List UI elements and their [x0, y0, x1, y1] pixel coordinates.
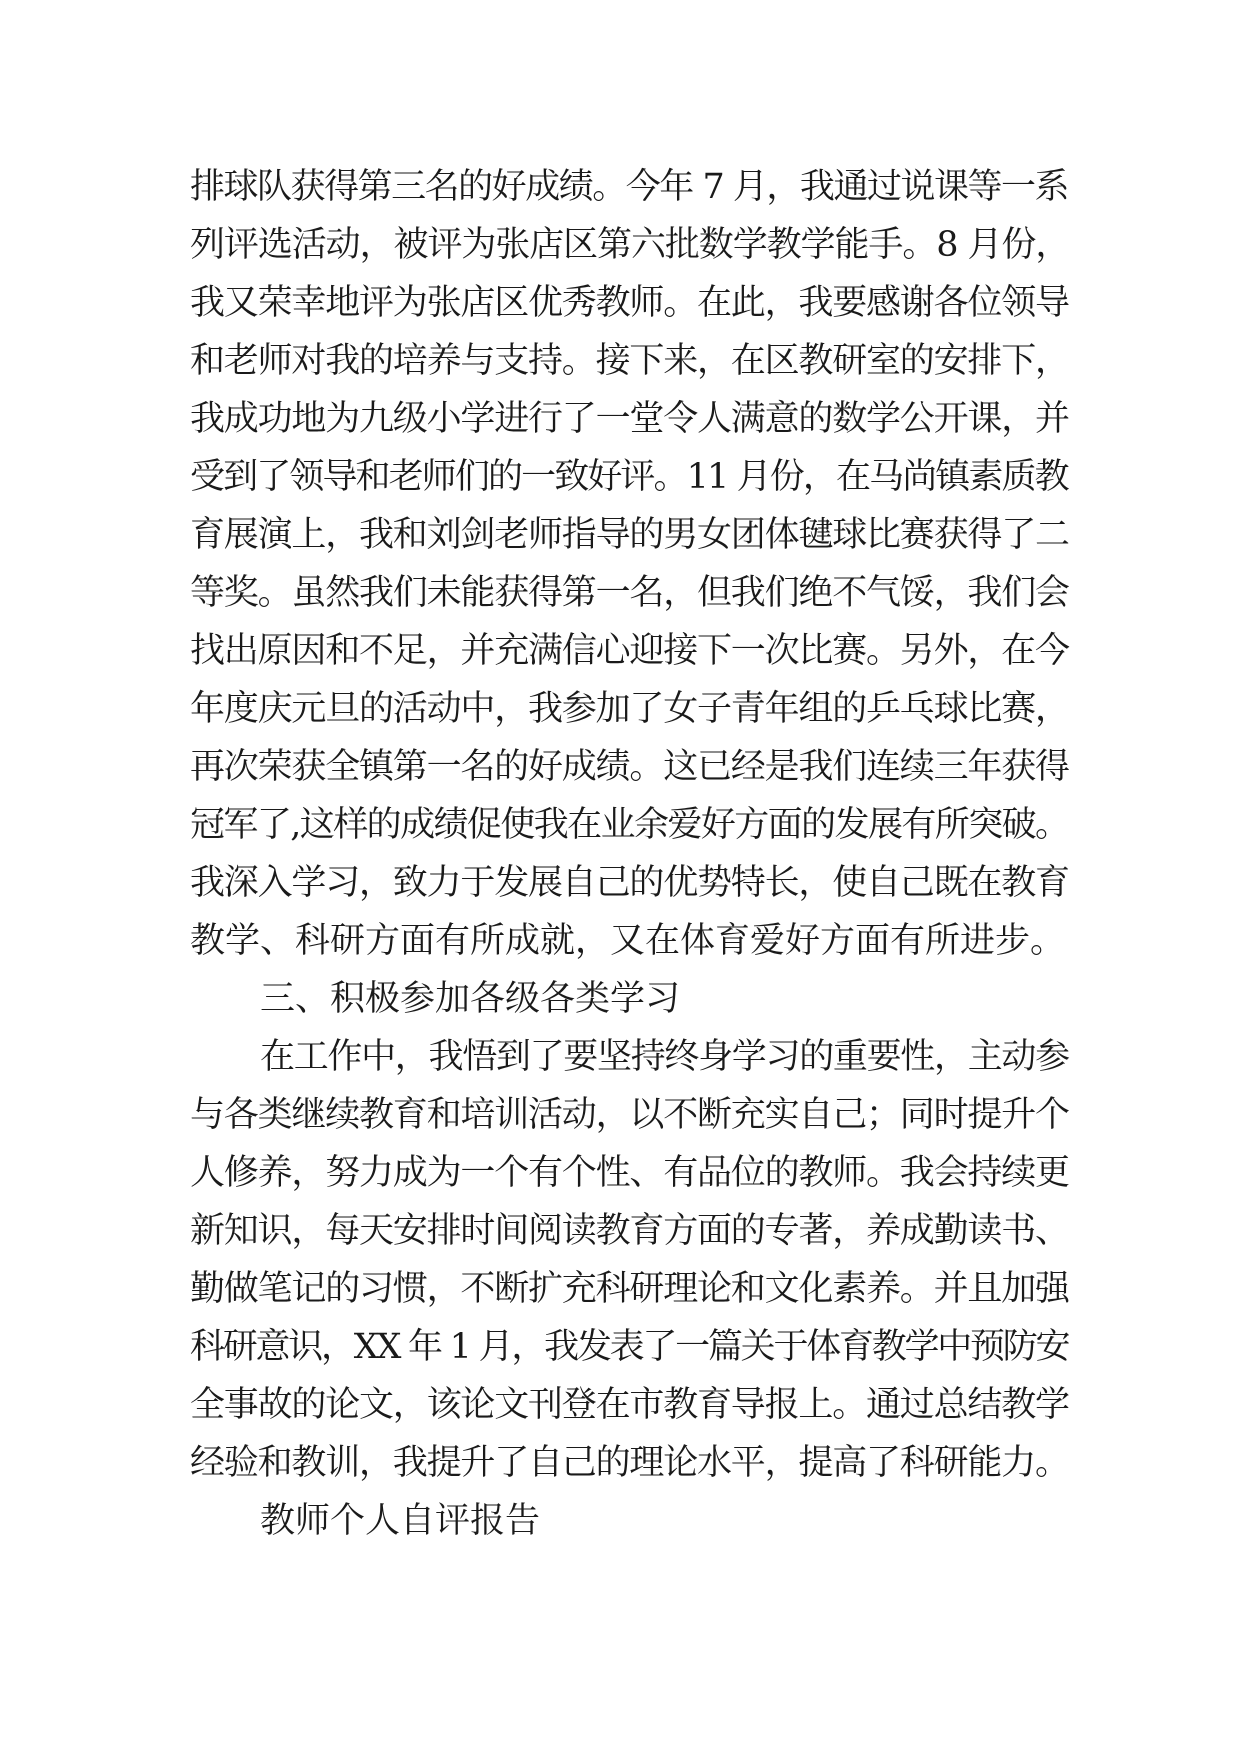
text-line: 等奖。虽然我们未能获得第一名，但我们绝不气馁，我们会	[190, 573, 1069, 613]
text-line: 新知识，每天安排时间阅读教育方面的专著，养成勤读书、	[190, 1211, 1069, 1251]
text-line: 三、积极参加各级各类学习	[260, 979, 681, 1019]
text-line: 经验和教训，我提升了自己的理论水平，提高了科研能力。	[190, 1443, 1069, 1483]
text-line: 我成功地为九级小学进行了一堂令人满意的数学公开课，并	[190, 399, 1069, 439]
text-line: 与各类继续教育和培训活动，以不断充实自己；同时提升个	[190, 1095, 1069, 1135]
text-line: 排球队获得第三名的好成绩。今年 7 月，我通过说课等一系	[190, 167, 1069, 207]
text-line: 和老师对我的培养与支持。接下来，在区教研室的安排下，	[190, 341, 1069, 381]
text-line: 人修养，努力成为一个有个性、有品位的教师。我会持续更	[190, 1153, 1069, 1193]
text-line: 找出原因和不足，并充满信心迎接下一次比赛。另外，在今	[190, 631, 1069, 671]
text-line: 教学、科研方面有所成就，又在体育爱好方面有所进步。	[190, 921, 1066, 961]
text-line: 再次荣获全镇第一名的好成绩。这已经是我们连续三年获得	[190, 747, 1069, 787]
text-line: 育展演上，我和刘剑老师指导的男女团体毽球比赛获得了二	[190, 515, 1069, 555]
document-body	[190, 158, 1070, 1550]
text-line: 我又荣幸地评为张店区优秀教师。在此，我要感谢各位领导	[190, 283, 1069, 323]
text-line: 教师个人自评报告	[260, 1501, 541, 1541]
text-line: 全事故的论文，该论文刊登在市教育导报上。通过总结教学	[190, 1385, 1069, 1425]
text-line: 冠军了,这样的成绩促使我在业余爱好方面的发展有所突破。	[190, 805, 1069, 845]
text-line: 列评选活动，被评为张店区第六批数学教学能手。8 月份，	[190, 225, 1070, 265]
text-line: 在工作中，我悟到了要坚持终身学习的重要性，主动参	[260, 1037, 1069, 1077]
text-line: 年度庆元旦的活动中，我参加了女子青年组的乒乓球比赛，	[190, 689, 1069, 729]
text-line: 我深入学习，致力于发展自己的优势特长，使自己既在教育	[190, 863, 1069, 903]
text-line: 受到了领导和老师们的一致好评。11 月份，在马尚镇素质教	[190, 457, 1068, 497]
text-line: 勤做笔记的习惯，不断扩充科研理论和文化素养。并且加强	[190, 1269, 1069, 1309]
text-line: 科研意识，XX 年 1 月，我发表了一篇关于体育教学中预防安	[190, 1327, 1069, 1367]
